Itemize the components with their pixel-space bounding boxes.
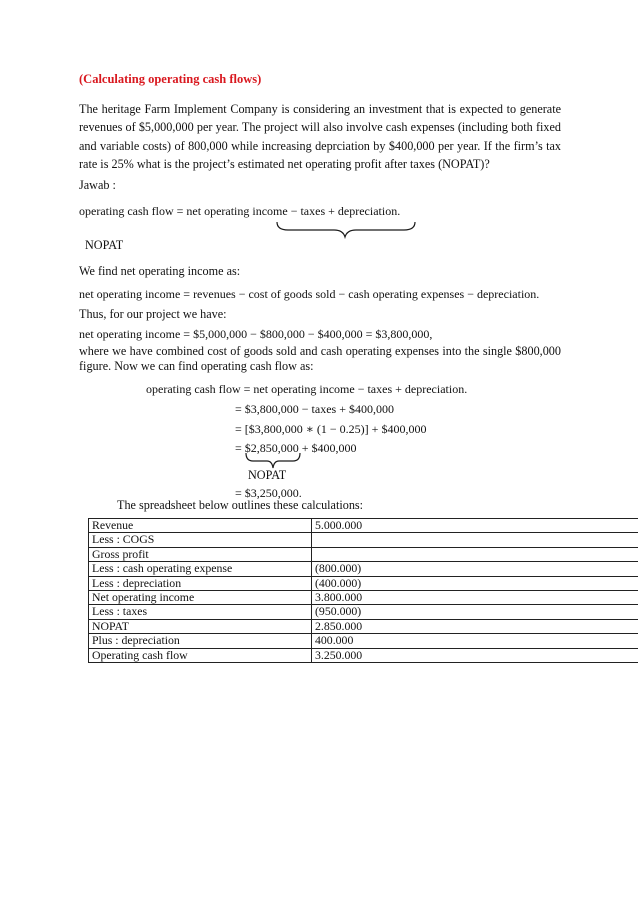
noi-calculation: net operating income = $5,000,000 − $800,000 − $400,000 = $3,800,000, [79,327,433,341]
spreadsheet-intro: The spreadsheet below outlines these calculations: [117,498,364,512]
row-label: Plus : depreciation [89,634,312,648]
table-row [89,605,638,619]
nopat-label-1: NOPAT [85,238,124,252]
calc-line-3: = [$3,800,000 ∗ (1 − 0.25)] + $400,000 [235,422,427,436]
table-row [89,591,638,605]
table-row [89,533,638,547]
row-label: Less : taxes [89,605,312,619]
row-value [312,547,638,561]
cash-flow-formula: operating cash flow = net operating income − taxes + depreciation. [79,204,401,218]
table-row [89,576,638,590]
combined-explanation: where we have combined cost of goods sold and cash operating expenses into the single $800,000 figure. Now we can find operating cash flow as: [79,344,561,373]
thus-text: Thus, for our project we have: [79,307,227,321]
row-value: 3.800.000 [312,591,638,605]
row-value: 2.850.000 [312,619,638,633]
spreadsheet-table [88,518,638,663]
row-label: NOPAT [89,619,312,633]
table-row [89,648,638,662]
row-label: Net operating income [89,591,312,605]
row-label: Operating cash flow [89,648,312,662]
calc-line-4: = $2,850,000 + $400,000 [235,441,357,455]
find-noi-text: We find net operating income as: [79,264,241,278]
row-value: (400.000) [312,576,638,590]
table-row [89,562,638,576]
document-title: (Calculating operating cash flows) [79,72,262,86]
table-row [89,519,638,533]
calc-line-5: = $3,250,000. [235,486,302,500]
nopat-brace-1 [276,221,416,239]
row-label: Less : COGS [89,533,312,547]
row-value: 5.000.000 [312,519,638,533]
row-value: (950.000) [312,605,638,619]
answer-label: Jawab : [79,178,116,192]
row-value: 3.250.000 [312,648,638,662]
row-label: Gross profit [89,547,312,561]
table-row [89,619,638,633]
row-value [312,533,638,547]
problem-statement: The heritage Farm Implement Company is considering an investment that is expected to generate revenues of $5,000,000 per year. The project will also involve cash expenses (including both fixed and variable costs) of 800,000 while increasing deprciation by $400,000 per year. If the firm’s tax rate is 25% what is the project’s estimated net operating profit after taxes (NOPAT)? [79,102,561,172]
nopat-label-2: NOPAT [248,468,287,482]
calc-line-1: operating cash flow = net operating income − taxes + depreciation. [146,382,468,396]
row-value: 400.000 [312,634,638,648]
noi-formula: net operating income = revenues − cost of goods sold − cash operating expenses − depreciation. [79,287,540,301]
row-label: Revenue [89,519,312,533]
row-value: (800.000) [312,562,638,576]
table-row [89,547,638,561]
row-label: Less : depreciation [89,576,312,590]
row-label: Less : cash operating expense [89,562,312,576]
table-row [89,634,638,648]
calc-line-2: = $3,800,000 − taxes + $400,000 [235,402,394,416]
